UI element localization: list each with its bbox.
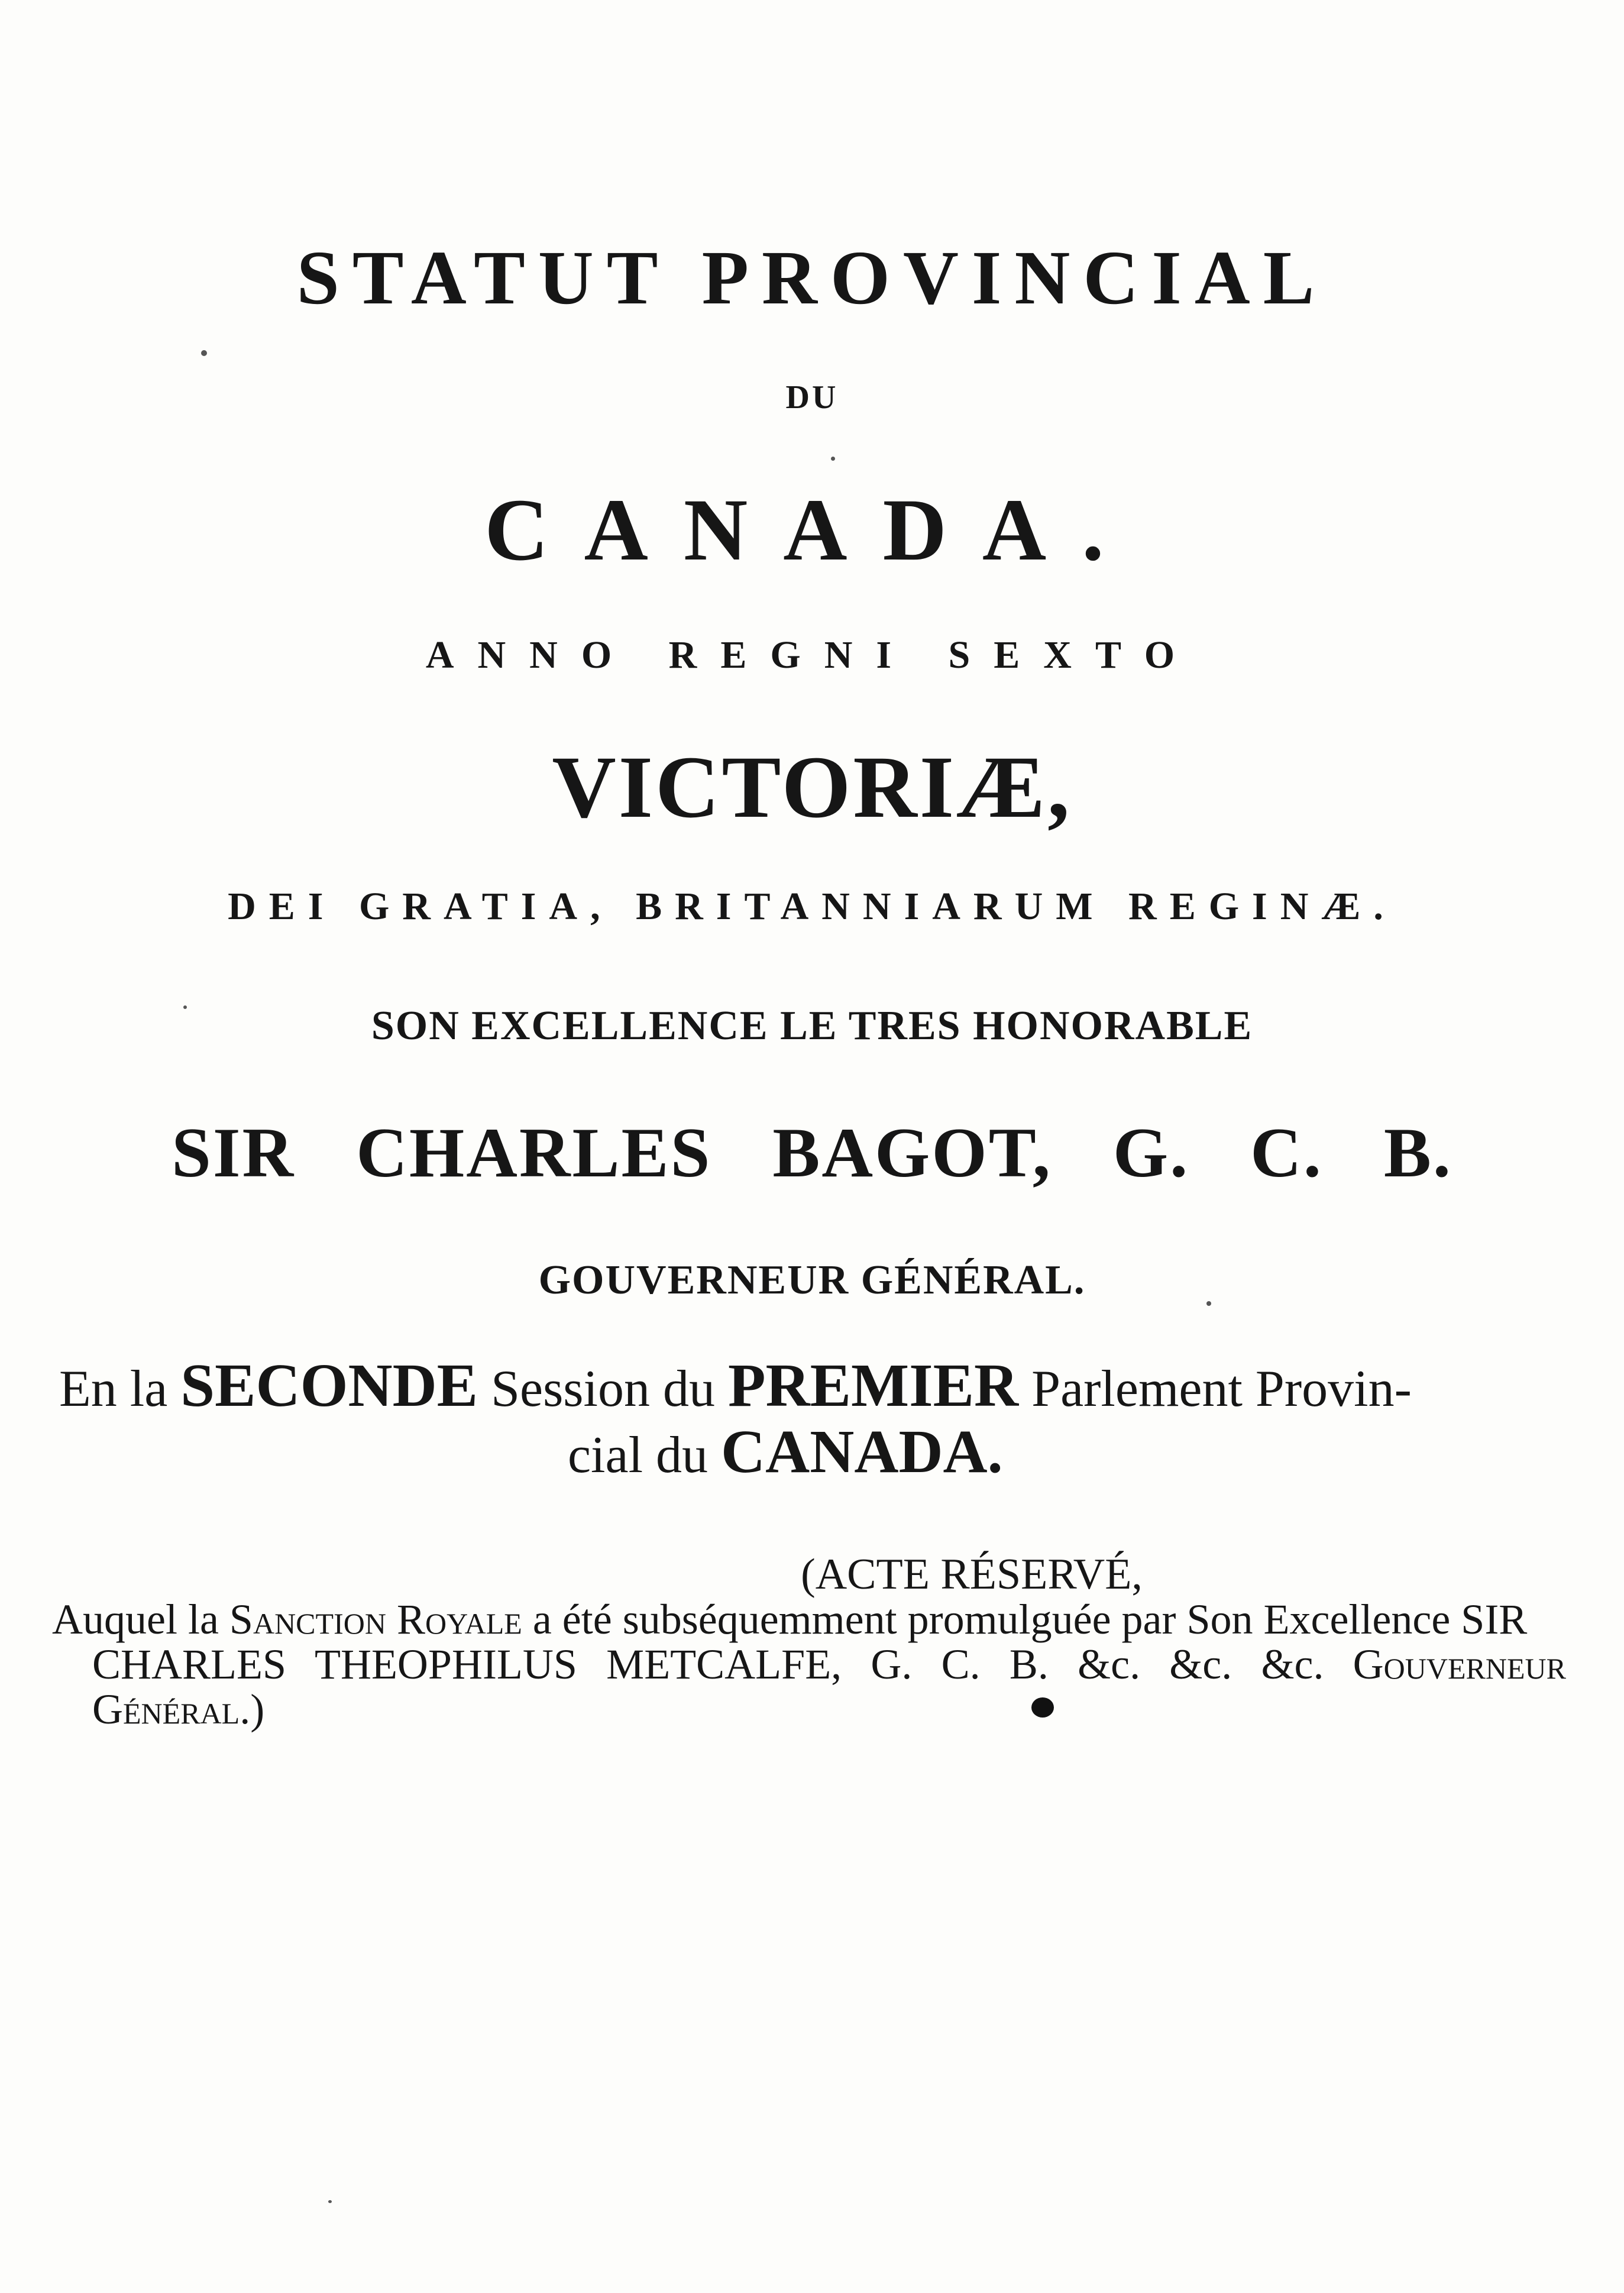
reserve-text-4: .) bbox=[240, 1686, 265, 1733]
heading-du: DU bbox=[785, 379, 839, 416]
session-premier: PREMIER bbox=[728, 1351, 1019, 1419]
heading-sir-charles-bagot: SIR CHARLES BAGOT, G. C. B. bbox=[172, 1113, 1452, 1192]
reserve-sanction-royale: Sanction Royale bbox=[229, 1596, 522, 1643]
heading-anno-regni: ANNO REGNI SEXTO bbox=[425, 633, 1199, 677]
session-statement bbox=[59, 1351, 1555, 1487]
paper-speck bbox=[831, 457, 835, 461]
heading-son-excellence: SON EXCELLENCE LE TRES HONORABLE bbox=[371, 1003, 1253, 1049]
reserve-text-2: a été subséquemment promulguée par Son Excellence SIR bbox=[522, 1596, 1528, 1643]
reserve-line-2 bbox=[52, 1642, 1566, 1732]
session-seconde: SECONDE bbox=[180, 1351, 478, 1419]
session-canada: CANADA. bbox=[721, 1418, 1003, 1486]
heading-victoriae: VICTORIÆ, bbox=[552, 738, 1072, 836]
ink-blot-ornament bbox=[1031, 1697, 1054, 1718]
paper-speck bbox=[1206, 1301, 1211, 1306]
heading-gouverneur-general: GOUVERNEUR GÉNÉRAL. bbox=[538, 1257, 1086, 1303]
paper-speck bbox=[201, 350, 207, 356]
paper-speck bbox=[183, 1005, 187, 1009]
reserve-heading: (ACTE RÉSERVÉ, bbox=[801, 1550, 1143, 1599]
reserve-gouverneur-general: Gouverneur Général bbox=[92, 1641, 1566, 1733]
session-line-2 bbox=[59, 1418, 1555, 1487]
session-en-la: En la bbox=[59, 1360, 168, 1418]
session-parlement: Parlement Provin- bbox=[1031, 1360, 1412, 1418]
heading-canada: CANADA. bbox=[484, 481, 1140, 579]
reserve-note bbox=[52, 1597, 1566, 1732]
session-session-du: Session du bbox=[491, 1360, 716, 1418]
reserve-text-3: CHARLES THEOPHILUS METCALFE, G. C. B. &c. &c. &c. bbox=[92, 1641, 1353, 1688]
heading-dei-gratia: DEI GRATIA, BRITANNIARUM REGINÆ. bbox=[228, 885, 1396, 928]
session-cial-du: cial du bbox=[568, 1427, 709, 1484]
reserve-text-1: Auquel la bbox=[52, 1596, 229, 1643]
paper-speck bbox=[328, 2200, 332, 2203]
heading-statut-provincial: STATUT PROVINCIAL bbox=[296, 235, 1328, 321]
